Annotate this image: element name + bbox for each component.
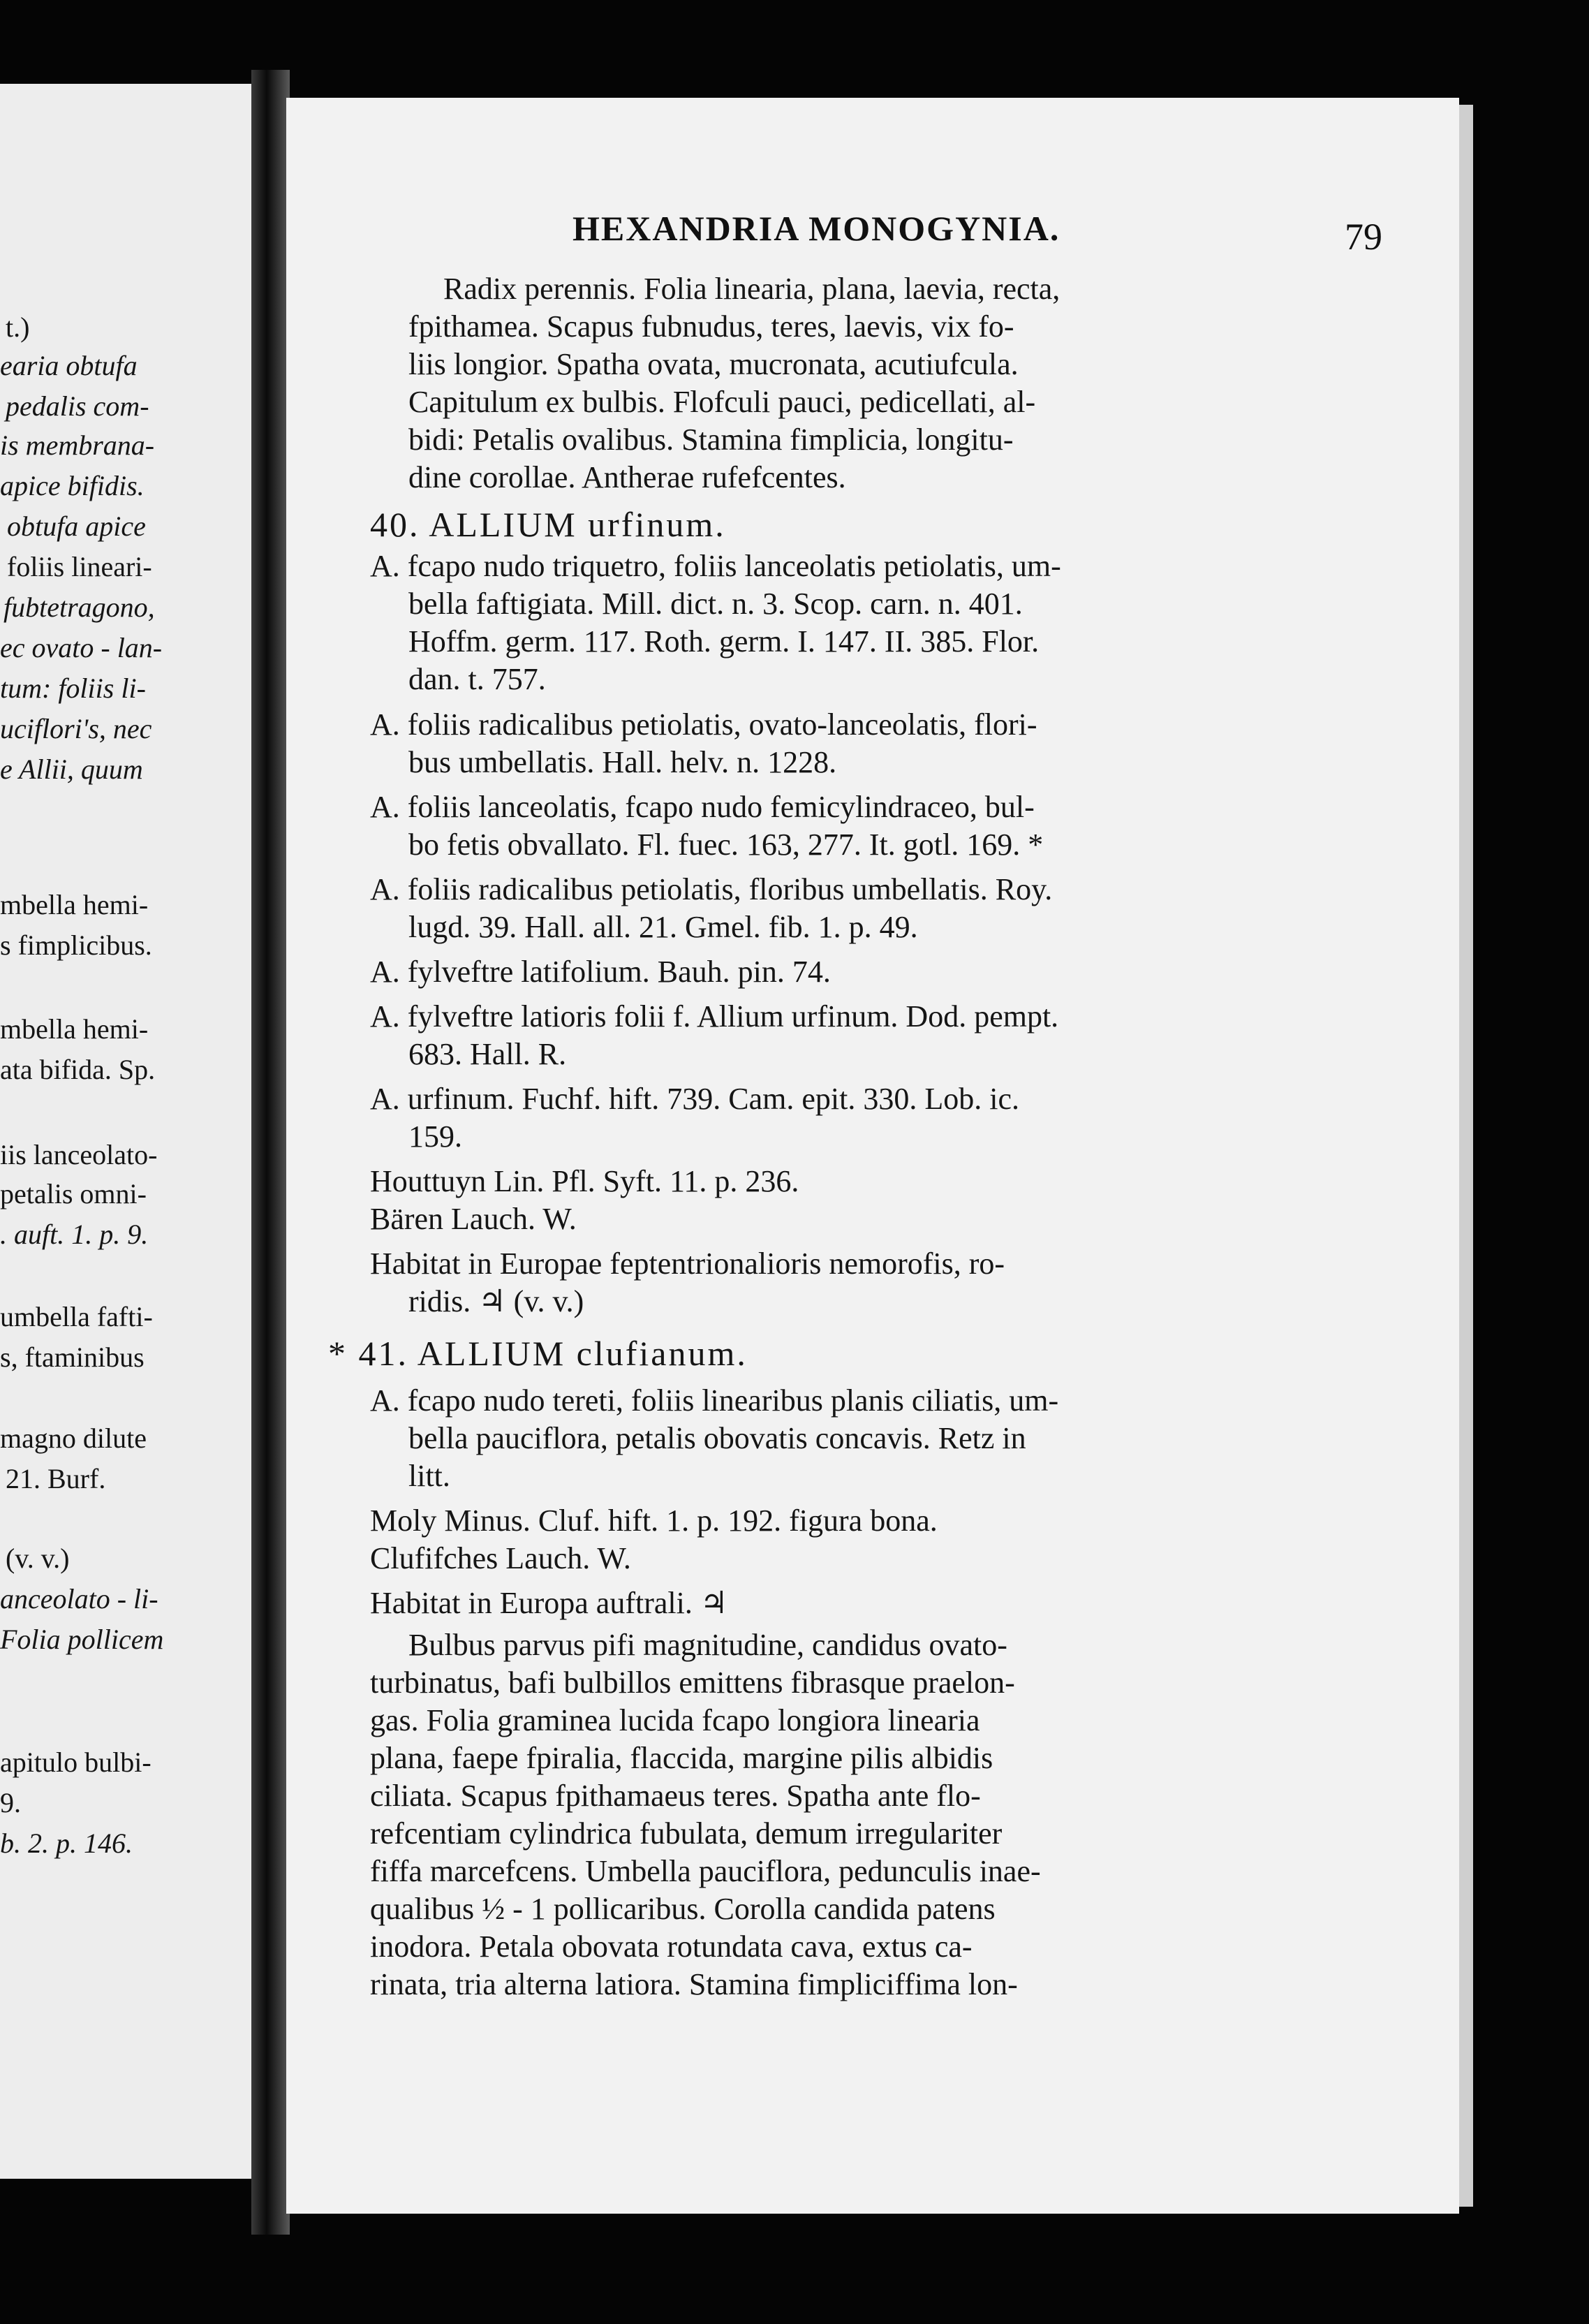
left-line: tum: foliis li- [0,672,146,704]
left-line: earia obtufa [0,350,138,381]
left-line: s fimplicibus. [0,929,152,961]
running-header: HEXANDRIA MONOGYNIA. [572,209,1060,248]
text-line: A. foliis lanceolatis, fcapo nudo femicylindraceo, bul- [370,790,1035,824]
left-line: mbella hemi- [0,1013,149,1045]
left-line: foliis lineari- [7,551,152,582]
left-line: e Allii, quum [0,753,143,785]
left-page-fragment [0,84,251,2179]
left-line: fubtetragono, [3,591,155,623]
text-line: A. fcapo nudo tereti, foliis linearibus planis ciliatis, um- [370,1383,1059,1418]
page-number: 79 [1345,216,1382,258]
left-line: t.) [6,311,30,343]
text-line: fpithamea. Scapus fubnudus, teres, laevis, vix fo- [408,309,1014,344]
text-line: inodora. Petala obovata rotundata cava, extus ca- [370,1929,973,1964]
text-line: A. foliis radicalibus petiolatis, floribus umbellatis. Roy. [370,872,1053,906]
text-line: bo fetis obvallato. Fl. fuec. 163, 277. It. gotl. 169. * [408,828,1044,862]
book-gutter [251,70,290,2235]
left-line: magno dilute [0,1422,147,1454]
text-line: rinata, tria alterna latiora. Stamina fimpliciffima lon- [370,1967,1018,2001]
text-line: turbinatus, bafi bulbillos emittens fibrasque praelon- [370,1665,1015,1700]
left-line: 21. Burf. [6,1463,106,1494]
left-line: petalis omni- [0,1178,147,1209]
left-line: apitulo bulbi- [0,1746,151,1778]
left-line: Folia pollicem [0,1624,164,1655]
left-line: obtufa apice [7,510,146,542]
left-line: uciflori's, nec [0,713,152,744]
species-heading: * 41. ALLIUM clufianum. [328,1334,748,1373]
text-line: ciliata. Scapus fpithamaeus teres. Spatha ante flo- [370,1779,981,1813]
text-line: 159. [408,1119,462,1154]
left-line: pedalis com- [6,390,149,422]
text-line: Bulbus parvus pifi magnitudine, candidus ovato- [408,1628,1007,1662]
left-line: ata bifida. Sp. [0,1054,156,1085]
text-line: Bären Lauch. W. [370,1202,577,1236]
left-line: (v. v.) [6,1543,70,1574]
text-line: dan. t. 757. [408,662,546,696]
text-line: Hoffm. germ. 117. Roth. germ. I. 147. II. 385. Flor. [408,624,1040,659]
left-line: iis lanceolato- [0,1139,158,1170]
text-line: Moly Minus. Cluf. hift. 1. p. 192. figura bona. [370,1503,938,1538]
page-edge [1459,105,1473,2207]
text-line: dine corollae. Antherae rufefcentes. [408,460,846,494]
text-line: bella pauciflora, petalis obovatis concavis. Retz in [408,1421,1026,1455]
text-line: fiffa marcefcens. Umbella pauciflora, pedunculis inae- [370,1854,1041,1888]
text-line: A. urfinum. Fuchf. hift. 739. Cam. epit. 330. Lob. ic. [370,1082,1019,1116]
right-page [286,98,1459,2214]
text-line: litt. [408,1459,450,1493]
text-line: lugd. 39. Hall. all. 21. Gmel. fib. 1. p. 49. [408,910,918,944]
text-line: A. foliis radicalibus petiolatis, ovato-lanceolatis, flori- [370,707,1037,742]
text-line: Capitulum ex bulbis. Flofculi pauci, pedicellati, al- [408,385,1036,419]
text-line: Houttuyn Lin. Pfl. Syft. 11. p. 236. [370,1164,799,1198]
left-line: anceolato - li- [0,1583,158,1615]
text-line: A. fylveftre latifolium. Bauh. pin. 74. [370,955,831,989]
text-line: Habitat in Europae feptentrionalioris nemorofis, ro- [370,1246,1005,1281]
text-line: bella faftigiata. Mill. dict. n. 3. Scop. carn. n. 401. [408,587,1023,621]
left-line: 9. [0,1787,21,1818]
text-line: refcentiam cylindrica fubulata, demum irregulariter [370,1816,1003,1851]
text-line: Habitat in Europa auftrali. ♃ [370,1586,728,1620]
left-line: is membrana- [0,429,155,461]
left-line: ec ovato - lan- [0,632,163,663]
text-line: bidi: Petalis ovalibus. Stamina fimplicia, longitu- [408,422,1014,457]
left-line: umbella fafti- [0,1301,153,1332]
text-line: 683. Hall. R. [408,1037,567,1071]
text-line: liis longior. Spatha ovata, mucronata, acutiufcula. [408,347,1019,381]
left-line: s, ftaminibus [0,1341,145,1373]
left-line: mbella hemi- [0,889,149,920]
left-line: apice bifidis. [0,470,145,501]
species-heading: 40. ALLIUM urfinum. [370,505,726,544]
text-line: qualibus ½ - 1 pollicaribus. Corolla candida patens [370,1892,996,1926]
text-line: Clufifches Lauch. W. [370,1541,631,1575]
text-line: bus umbellatis. Hall. helv. n. 1228. [408,745,837,779]
text-line: A. fcapo nudo triquetro, foliis lanceolatis petiolatis, um- [370,549,1061,583]
text-line: ridis. ♃ (v. v.) [408,1284,584,1318]
left-line: b. 2. p. 146. [0,1827,133,1859]
text-line: gas. Folia graminea lucida fcapo longiora linearia [370,1703,980,1737]
text-line: plana, faepe fpiralia, flaccida, margine pilis albidis [370,1741,993,1775]
left-line: . auft. 1. p. 9. [0,1219,149,1250]
text-line: A. fylveftre latioris folii f. Allium urfinum. Dod. pempt. [370,999,1059,1034]
text-line: Radix perennis. Folia linearia, plana, laevia, recta, [443,272,1060,306]
